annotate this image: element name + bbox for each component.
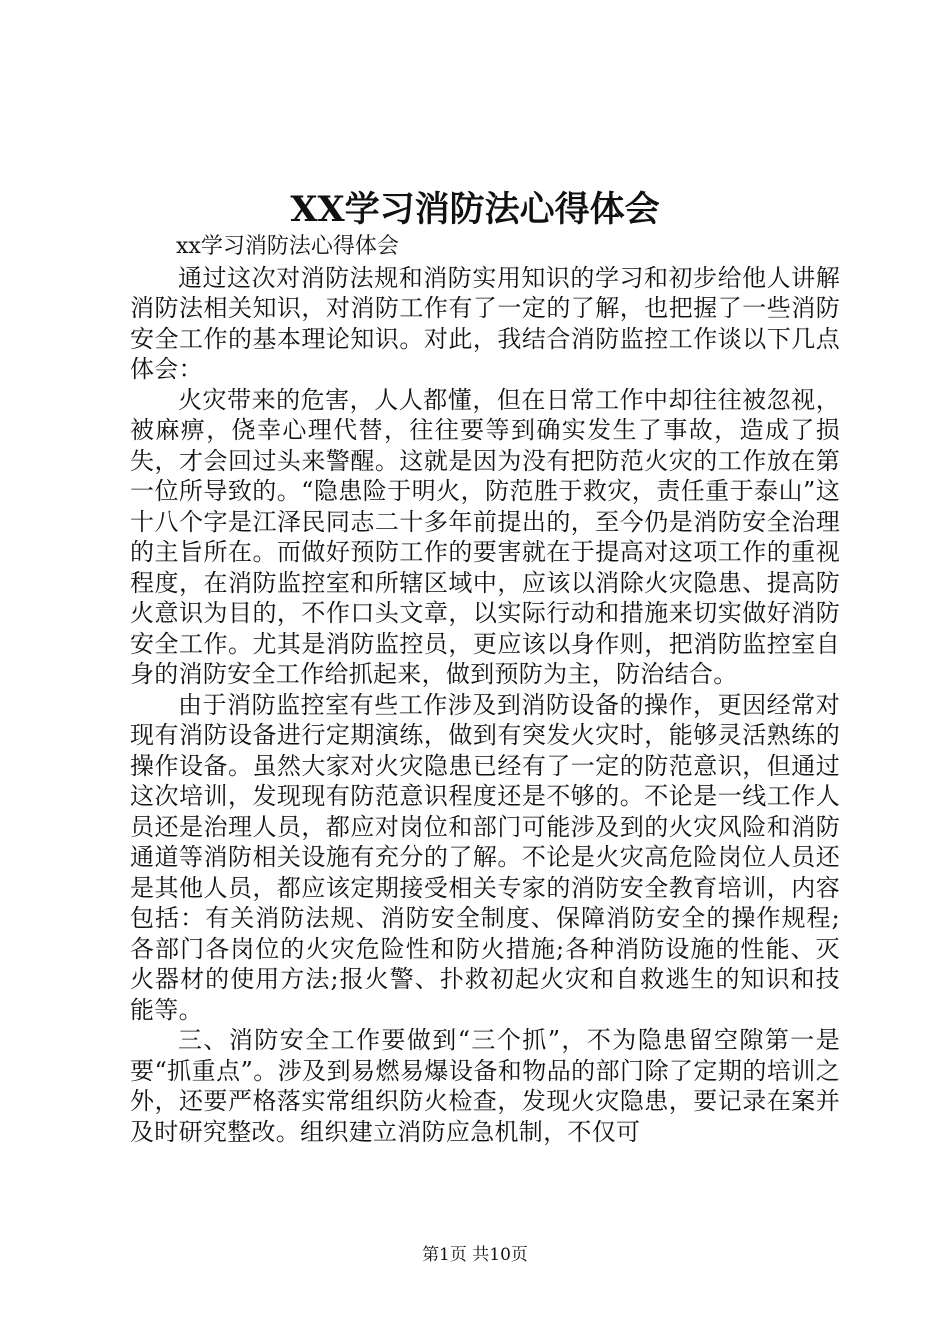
paragraph-intro: 通过这次对消防法规和消防实用知识的学习和初步给他人讲解消防法相关知识，对消防工作有了一定的了解，也把握了一些消防安全工作的基本理论知识。对此，我结合消防监控工作谈以下几点体会： [130,263,840,383]
document-body [130,232,840,1147]
document-title: XX学习消防法心得体会 [290,189,660,230]
document-subtitle: xx学习消防法心得体会 [176,234,399,259]
page-number-footer: 第1页 共10页 [422,1245,528,1265]
paragraph-fire-hazard: 火灾带来的危害，人人都懂，但在日常工作中却往往被忽视，被麻痹，侥幸心理代替，往往要等到确实发生了事故，造成了损失，才会回过头来警醒。这就是因为没有把防范火灾的工作放在第一位所导致的。“隐患险于明火，防范胜于救灾，责任重于泰山”这十八个字是江泽民同志二十多年前提出的，至今仍是消防安全治理的主旨所在。而做好预防工作的要害就在于提高对这项工作的重视程度，在消防监控室和所辖区域中，应该以消除火灾隐患、提高防火意识为目的，不作口头文章，以实际行动和措施来切实做好消防安全工作。尤其是消防监控员，更应该以身作则，把消防监控室自身的消防安全工作给抓起来，做到预防为主，防治结合。 [130,385,840,688]
paragraph-equipment-training: 由于消防监控室有些工作涉及到消防设备的操作，更因经常对现有消防设备进行定期演练，做到有突发火灾时，能够灵活熟练的操作设备。虽然大家对火灾隐患已经有了一定的防范意识，但通过这次培训，发现现有防范意识程度还是不够的。不论是一线工作人员还是治理人员，都应对岗位和部门可能涉及到的火灾风险和消防通道等消防相关设施有充分的了解。不论是火灾高危险岗位人员还是其他人员，都应该定期接受相关专家的消防安全教育培训，内容包括：有关消防法规、消防安全制度、保障消防安全的操作规程;各部门各岗位的火灾危险性和防火措施;各种消防设施的性能、灭火器材的使用方法;报火警、扑救初起火灾和自救逃生的知识和技能等。 [130,690,840,1024]
paragraph-three-grasps: 三、消防安全工作要做到“三个抓”，不为隐患留空隙第一是要“抓重点”。涉及到易燃易爆设备和物品的部门除了定期的培训之外，还要严格落实常组织防火检查，发现火灾隐患，要记录在案并及时研究整改。组织建立消防应急机制，不仅可 [130,1026,840,1146]
